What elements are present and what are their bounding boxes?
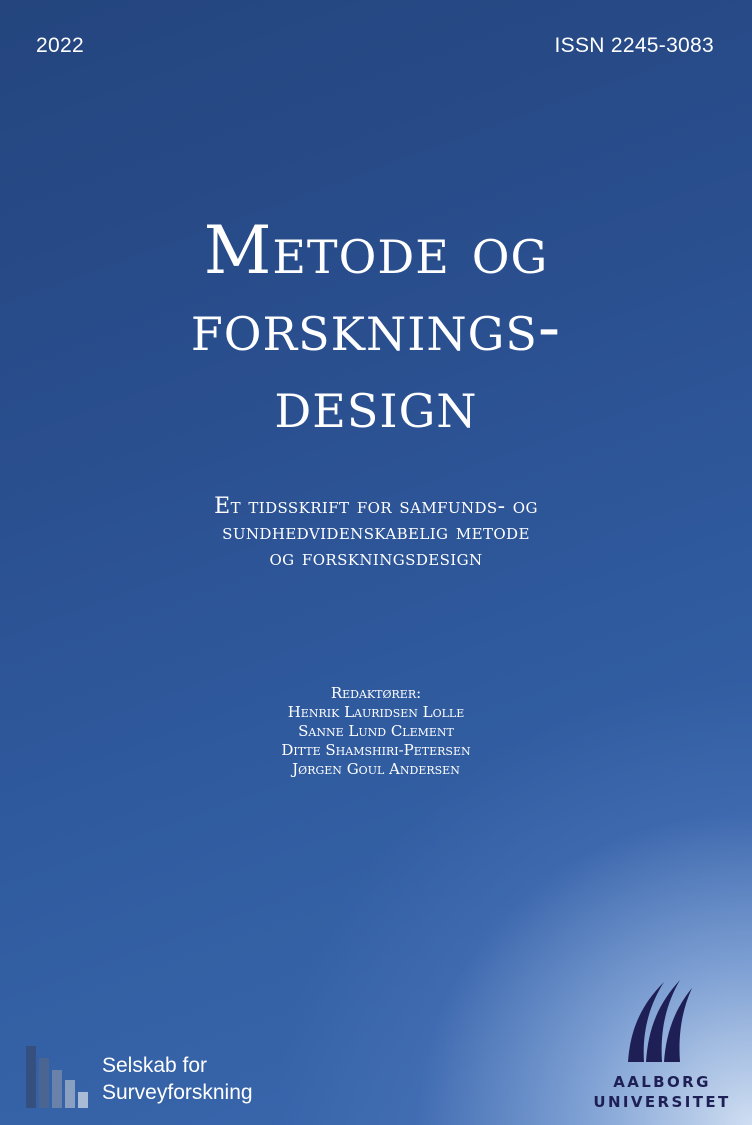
university-name-line-1: AALBORG [613,1073,711,1091]
editor-name: Jørgen Goul Andersen [292,760,460,778]
issn-label: ISSN 2245-3083 [554,34,714,57]
subtitle-line-2: sundhedvidenskabelig metode [222,520,530,545]
cover-subtitle [0,494,752,572]
subtitle-line-3: og forskningsdesign [269,546,483,571]
society-name-line-2: Surveyforskning [102,1081,253,1104]
title-line-2: forsknings- [190,289,562,366]
subtitle-line-1: Et tidsskrift for samfunds- og [214,494,538,519]
aau-wave-logo-icon [624,974,694,1066]
title-line-1: Metode og [203,212,549,289]
society-name-line-1: Selskab for [102,1054,208,1077]
university-logo [590,974,740,1114]
bar-chart-logo-icon [24,1044,94,1110]
year-label: 2022 [36,34,84,57]
society-name [102,1052,253,1106]
society-logo [24,1044,284,1110]
editor-name: Ditte Shamshiri-Petersen [281,741,471,759]
cover-title [0,212,752,443]
editors-label: Redaktører: [330,684,422,702]
editor-name: Sanne Lund Clement [298,722,454,740]
title-line-3: design [274,366,478,443]
editor-name: Henrik Lauridsen Lolle [287,703,465,721]
university-name [590,1072,734,1112]
university-name-line-2: UNIVERSITET [593,1093,731,1111]
editors-block [0,684,752,779]
